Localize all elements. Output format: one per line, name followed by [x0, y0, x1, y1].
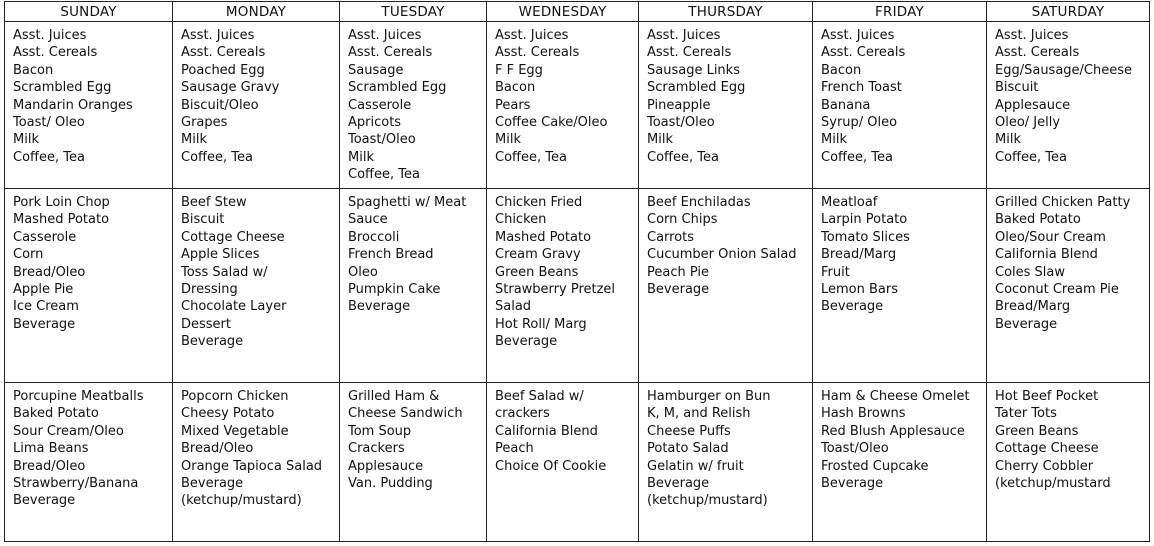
menu-item: Biscuit — [995, 80, 1039, 96]
menu-item: Grilled Chicken Patty — [995, 195, 1131, 210]
menu-item: Apple Slices — [181, 247, 260, 263]
menu-item: Scrambled Egg — [13, 80, 112, 96]
dinner-cell-saturday — [987, 383, 1150, 542]
menu-item: Dressing — [181, 282, 238, 298]
menu-item: Sausage Links — [647, 62, 740, 78]
menu-item: Oleo/Sour Cream — [995, 229, 1106, 245]
menu-item: Lemon Bars — [821, 282, 899, 298]
menu-item: Asst. Juices — [348, 28, 422, 43]
menu-item: Lima Beans — [13, 441, 89, 457]
menu-item: Beverage — [495, 334, 558, 350]
menu-item: Asst. Cereals — [495, 45, 580, 61]
menu-item: Bread/Marg — [995, 299, 1071, 315]
menu-item: (ketchup/mustard) — [647, 493, 768, 509]
menu-item: Asst. Cereals — [13, 45, 98, 61]
menu-item: Milk — [181, 132, 207, 148]
menu-item: Apricots — [348, 115, 402, 131]
menu-item: Toast/Oleo — [348, 132, 416, 148]
menu-item: Asst. Cereals — [647, 45, 732, 61]
menu-item: Beverage — [647, 282, 710, 298]
menu-item: Scrambled Egg — [348, 80, 447, 96]
menu-item: Pears — [495, 97, 531, 113]
menu-item: Oleo — [348, 264, 378, 280]
breakfast-cell-tuesday — [340, 22, 487, 189]
menu-item: (ketchup/mustard) — [181, 493, 302, 509]
menu-item: Milk — [348, 149, 374, 165]
menu-item: Scrambled Egg — [647, 80, 746, 96]
menu-item: Beverage — [181, 476, 244, 492]
menu-item: Oleo/ Jelly — [995, 115, 1061, 131]
menu-item: Popcorn Chicken — [181, 389, 289, 404]
menu-item: Hot Roll/ Marg — [495, 316, 587, 332]
menu-item: Corn — [13, 247, 44, 263]
menu-item: Milk — [13, 132, 39, 148]
menu-item: Toast/Oleo — [821, 441, 889, 457]
menu-item: Beverage — [821, 299, 884, 315]
menu-item: Green Beans — [995, 423, 1079, 439]
lunch-cell-tuesday — [340, 189, 487, 383]
lunch-cell-friday — [813, 189, 987, 383]
menu-item: Applesauce — [995, 97, 1071, 113]
menu-item: (ketchup/mustard — [995, 476, 1111, 492]
menu-item: Coles Slaw — [995, 264, 1066, 280]
menu-item: Strawberry/Banana — [13, 476, 139, 492]
breakfast-cell-friday — [813, 22, 987, 189]
menu-item: Red Blush Applesauce — [821, 423, 965, 439]
menu-item: Coffee, Tea — [13, 149, 85, 165]
menu-item: Bacon — [821, 62, 862, 78]
lunch-cell-monday — [173, 189, 340, 383]
menu-item: Applesauce — [348, 458, 424, 474]
menu-item: Dessert — [181, 316, 231, 332]
menu-item: Coffee, Tea — [348, 167, 420, 183]
lunch-cell-saturday — [987, 189, 1150, 383]
menu-item: Bacon — [495, 80, 536, 96]
breakfast-cell-monday — [173, 22, 340, 189]
menu-item: F F Egg — [495, 62, 543, 78]
menu-item: Coffee, Tea — [647, 149, 719, 165]
menu-item: Grilled Ham & — [348, 389, 440, 404]
menu-item: Corn Chips — [647, 212, 718, 228]
menu-item: Beverage — [647, 476, 710, 492]
menu-item: Cheese Sandwich — [348, 406, 463, 422]
day-header-tuesday: TUESDAY — [340, 1, 487, 22]
breakfast-cell-sunday — [4, 22, 173, 189]
menu-item: Sausage Gravy — [181, 80, 280, 96]
menu-item: Strawberry Pretzel — [495, 282, 616, 298]
menu-item: Grapes — [181, 115, 228, 131]
lunch-cell-thursday — [639, 189, 813, 383]
menu-item: Beef Stew — [181, 195, 247, 210]
menu-item: Baked Potato — [13, 406, 99, 422]
menu-item: Cheese Puffs — [647, 423, 731, 439]
menu-item: California Blend — [995, 247, 1098, 263]
menu-item: Salad — [495, 299, 532, 315]
menu-item: Broccoli — [348, 229, 400, 245]
menu-item: Beef Salad w/ — [495, 389, 584, 404]
menu-item: Cucumber Onion Salad — [647, 247, 797, 263]
menu-item: Asst. Cereals — [181, 45, 266, 61]
menu-item: Coffee Cake/Oleo — [495, 115, 608, 131]
menu-item: Tater Tots — [995, 406, 1057, 422]
lunch-cell-wednesday — [487, 189, 639, 383]
menu-item: Toast/Oleo — [647, 115, 715, 131]
weekly-menu-grid — [4, 1, 1150, 542]
menu-item: Milk — [647, 132, 673, 148]
menu-item: Milk — [995, 132, 1021, 148]
menu-item: Larpin Potato — [821, 212, 908, 228]
menu-item: Beef Enchiladas — [647, 195, 751, 210]
menu-item: French Bread — [348, 247, 434, 263]
menu-item: Asst. Juices — [647, 28, 721, 43]
menu-item: Crackers — [348, 441, 405, 457]
menu-item: Peach — [495, 441, 534, 457]
menu-item: Asst. Juices — [13, 28, 87, 43]
menu-item: Asst. Cereals — [821, 45, 906, 61]
dinner-cell-thursday — [639, 383, 813, 542]
day-header-saturday: SATURDAY — [987, 1, 1150, 22]
menu-item: Banana — [821, 97, 871, 113]
menu-item: Coffee, Tea — [995, 149, 1067, 165]
lunch-cell-sunday — [4, 189, 173, 383]
menu-item: Carrots — [647, 229, 695, 245]
breakfast-cell-wednesday — [487, 22, 639, 189]
menu-item: Chicken — [495, 212, 547, 228]
day-header-monday: MONDAY — [173, 1, 340, 22]
menu-item: Coconut Cream Pie — [995, 282, 1119, 298]
menu-item: Green Beans — [495, 264, 579, 280]
dinner-cell-friday — [813, 383, 987, 542]
menu-item: Beverage — [348, 299, 411, 315]
menu-item: Beverage — [181, 334, 244, 350]
dinner-cell-monday — [173, 383, 340, 542]
dinner-cell-wednesday — [487, 383, 639, 542]
menu-item: Egg/Sausage/Cheese — [995, 62, 1133, 78]
menu-item: Van. Pudding — [348, 476, 433, 492]
menu-item: K, M, and Relish — [647, 406, 751, 422]
menu-item: Mixed Vegetable — [181, 423, 289, 439]
menu-item: Gelatin w/ fruit — [647, 458, 744, 474]
menu-item: Mandarin Oranges — [13, 97, 133, 113]
menu-item: Asst. Juices — [995, 28, 1069, 43]
menu-item: Mashed Potato — [495, 229, 592, 245]
menu-item: Beverage — [995, 316, 1058, 332]
menu-item: Coffee, Tea — [495, 149, 567, 165]
menu-item: Asst. Cereals — [348, 45, 433, 61]
menu-item: Biscuit/Oleo — [181, 97, 259, 113]
menu-item: Potato Salad — [647, 441, 729, 457]
menu-item: Ice Cream — [13, 299, 79, 315]
menu-item: Pumpkin Cake — [348, 282, 441, 298]
menu-item: Sauce — [348, 212, 388, 228]
menu-item: Frosted Cupcake — [821, 458, 929, 474]
menu-item: California Blend — [495, 423, 598, 439]
menu-item: Cottage Cheese — [995, 441, 1099, 457]
menu-item: Milk — [495, 132, 521, 148]
menu-item: Tom Soup — [348, 423, 412, 439]
menu-item: Coffee, Tea — [821, 149, 893, 165]
menu-item: Ham & Cheese Omelet — [821, 389, 970, 404]
menu-item: Asst. Juices — [181, 28, 255, 43]
menu-item: Porcupine Meatballs — [13, 389, 144, 404]
menu-item: Orange Tapioca Salad — [181, 458, 323, 474]
menu-item: Pineapple — [647, 97, 711, 113]
menu-item: Asst. Juices — [821, 28, 895, 43]
dinner-cell-tuesday — [340, 383, 487, 542]
menu-item: crackers — [495, 406, 550, 422]
menu-item: Sour Cream/Oleo — [13, 423, 124, 439]
menu-item: Peach Pie — [647, 264, 710, 280]
day-header-sunday: SUNDAY — [4, 1, 173, 22]
menu-item: Bread/Marg — [821, 247, 897, 263]
menu-item: Toss Salad w/ — [181, 264, 268, 280]
menu-item: Beverage — [13, 493, 76, 509]
menu-item: Tomato Slices — [821, 229, 910, 245]
menu-item: Spaghetti w/ Meat — [348, 195, 467, 210]
dinner-cell-sunday — [4, 383, 173, 542]
menu-item: Bread/Oleo — [181, 441, 254, 457]
menu-item: Poached Egg — [181, 62, 265, 78]
menu-item: Asst. Cereals — [995, 45, 1080, 61]
menu-item: Apple Pie — [13, 282, 74, 298]
menu-item: Chocolate Layer — [181, 299, 287, 315]
menu-item: Biscuit — [181, 212, 225, 228]
menu-item: Choice Of Cookie — [495, 458, 607, 474]
menu-item: Chicken Fried — [495, 195, 583, 210]
menu-item: Bread/Oleo — [13, 264, 86, 280]
breakfast-cell-saturday — [987, 22, 1150, 189]
menu-item: Casserole — [348, 97, 412, 113]
menu-item: Beverage — [821, 476, 884, 492]
menu-item: Cottage Cheese — [181, 229, 285, 245]
menu-item: Pork Loin Chop — [13, 195, 110, 210]
menu-item: Cherry Cobbler — [995, 458, 1094, 474]
menu-item: Hot Beef Pocket — [995, 389, 1099, 404]
menu-item: Meatloaf — [821, 195, 878, 210]
menu-item: Syrup/ Oleo — [821, 115, 898, 131]
menu-item: Cream Gravy — [495, 247, 581, 263]
menu-item: Fruit — [821, 264, 850, 280]
menu-item: Casserole — [13, 229, 77, 245]
menu-item: Milk — [821, 132, 847, 148]
menu-item: Coffee, Tea — [181, 149, 253, 165]
menu-item: Hash Browns — [821, 406, 906, 422]
breakfast-cell-thursday — [639, 22, 813, 189]
day-header-wednesday: WEDNESDAY — [487, 1, 639, 22]
menu-item: Sausage — [348, 62, 404, 78]
menu-item: Hamburger on Bun — [647, 389, 771, 404]
menu-item: Mashed Potato — [13, 212, 110, 228]
menu-item: Toast/ Oleo — [13, 115, 85, 131]
day-header-friday: FRIDAY — [813, 1, 987, 22]
menu-item: Bread/Oleo — [13, 458, 86, 474]
day-header-thursday: THURSDAY — [639, 1, 813, 22]
menu-item: Bacon — [13, 62, 54, 78]
menu-item: Baked Potato — [995, 212, 1081, 228]
menu-item: French Toast — [821, 80, 902, 96]
menu-item: Asst. Juices — [495, 28, 569, 43]
menu-item: Beverage — [13, 316, 76, 332]
menu-item: Cheesy Potato — [181, 406, 275, 422]
